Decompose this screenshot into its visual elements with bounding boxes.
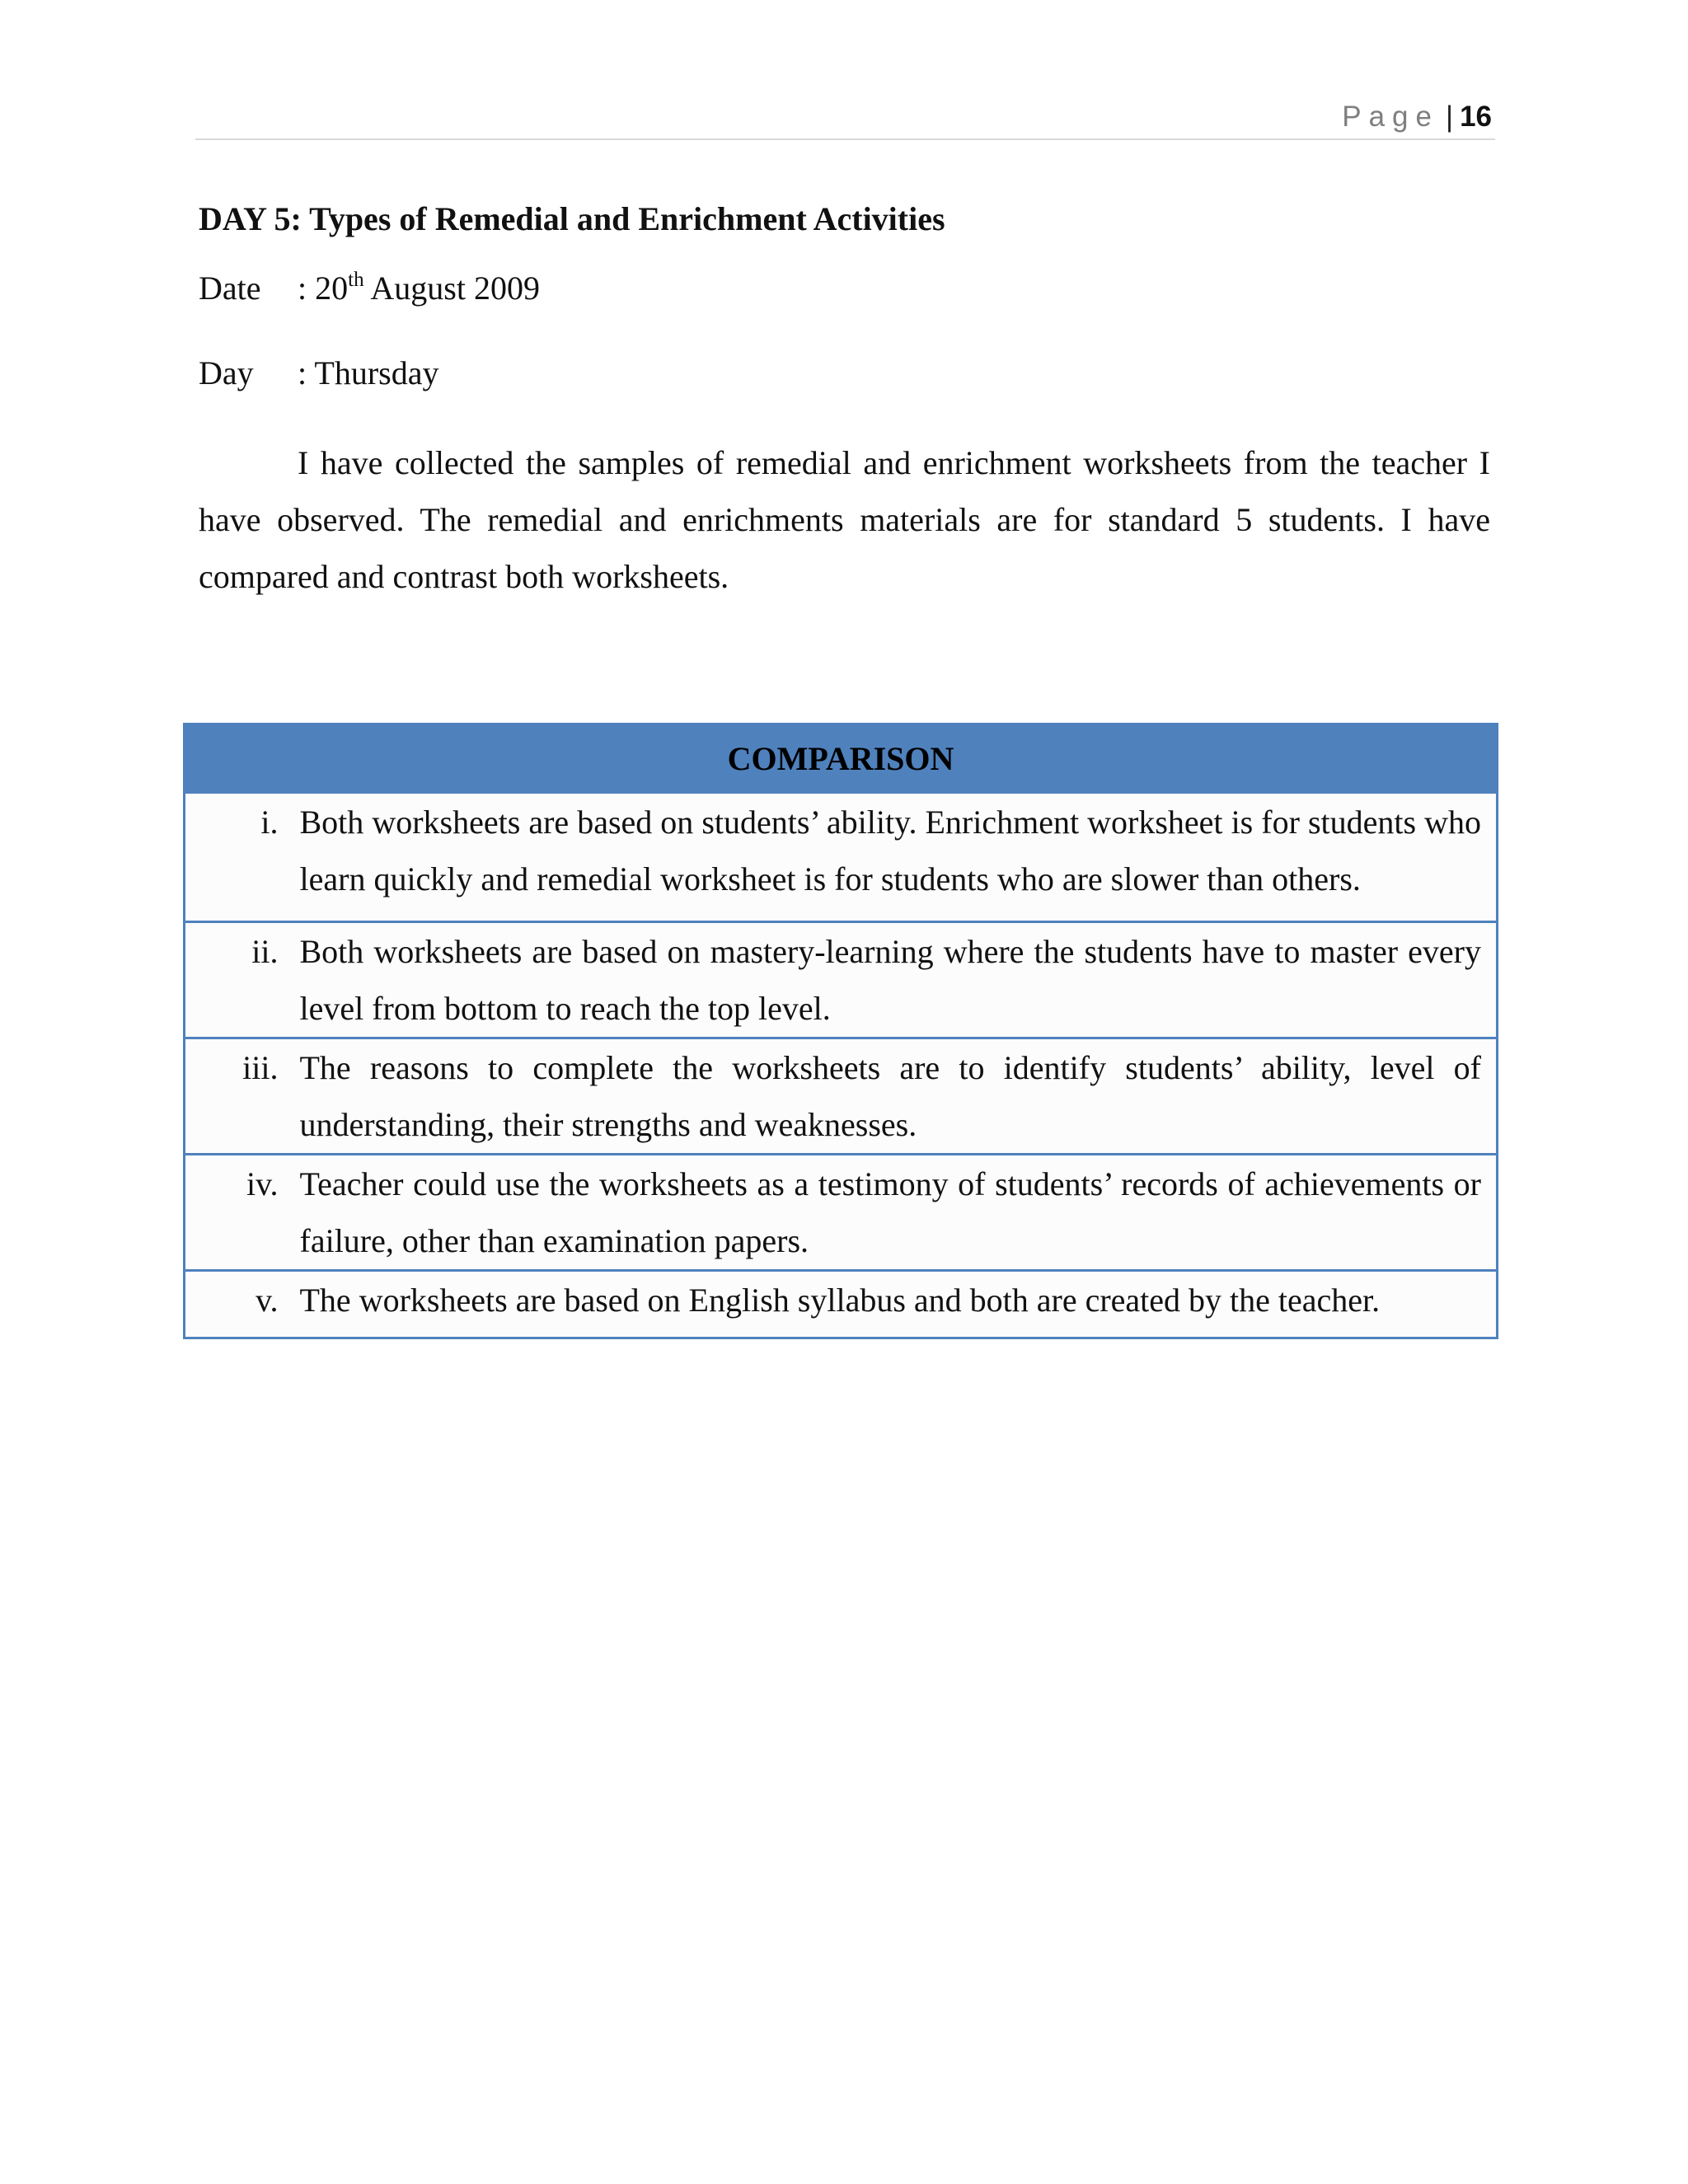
date-row — [199, 265, 540, 312]
section-title: DAY 5: Types of Remedial and Enrichment Activities — [199, 200, 945, 237]
day-label: Day — [199, 354, 254, 391]
table-row — [185, 793, 1498, 922]
row-number: iv. — [185, 1155, 300, 1271]
row-number: iii. — [185, 1038, 300, 1155]
row-text: The reasons to complete the worksheets are to identify students’ ability, level of understanding, their strengths and weaknesses. — [300, 1038, 1498, 1155]
comparison-table — [183, 723, 1498, 1339]
row-number: i. — [185, 793, 300, 922]
page-header — [1342, 97, 1492, 137]
comparison-heading: COMPARISON — [185, 724, 1498, 793]
table-row — [185, 1271, 1498, 1338]
date-value-superscript: th — [348, 269, 364, 291]
intro-paragraph: I have collected the samples of remedial and enrichment worksheets from the teacher I have observed. The remedial and enrichments materials are for standard 5 students. I have compared and contrast both worksheets. — [199, 444, 1490, 595]
table-row — [185, 1038, 1498, 1155]
page-label: Page — [1342, 101, 1439, 133]
day-value: : Thursday — [298, 354, 439, 391]
row-text: Both worksheets are based on mastery-learning where the students have to master every level from bottom to reach the top level. — [300, 922, 1498, 1038]
date-label: Date — [199, 269, 261, 307]
table-row — [185, 922, 1498, 1038]
page-separator: | — [1445, 101, 1454, 133]
row-number: v. — [185, 1271, 300, 1338]
date-value-suffix: August 2009 — [363, 269, 540, 307]
table-row — [185, 1155, 1498, 1271]
header-divider — [195, 138, 1495, 140]
day-row — [199, 350, 438, 396]
page-number: 16 — [1460, 101, 1492, 133]
row-text: Both worksheets are based on students’ ability. Enrichment worksheet is for students who learn quickly and remedial worksheet is for students who are slower than others. — [300, 793, 1498, 922]
row-text: Teacher could use the worksheets as a testimony of students’ records of achievements or failure, other than examination papers. — [300, 1155, 1498, 1271]
row-text: The worksheets are based on English syllabus and both are created by the teacher. — [300, 1271, 1498, 1338]
date-value-prefix: : 20 — [298, 269, 349, 307]
row-number: ii. — [185, 922, 300, 1038]
